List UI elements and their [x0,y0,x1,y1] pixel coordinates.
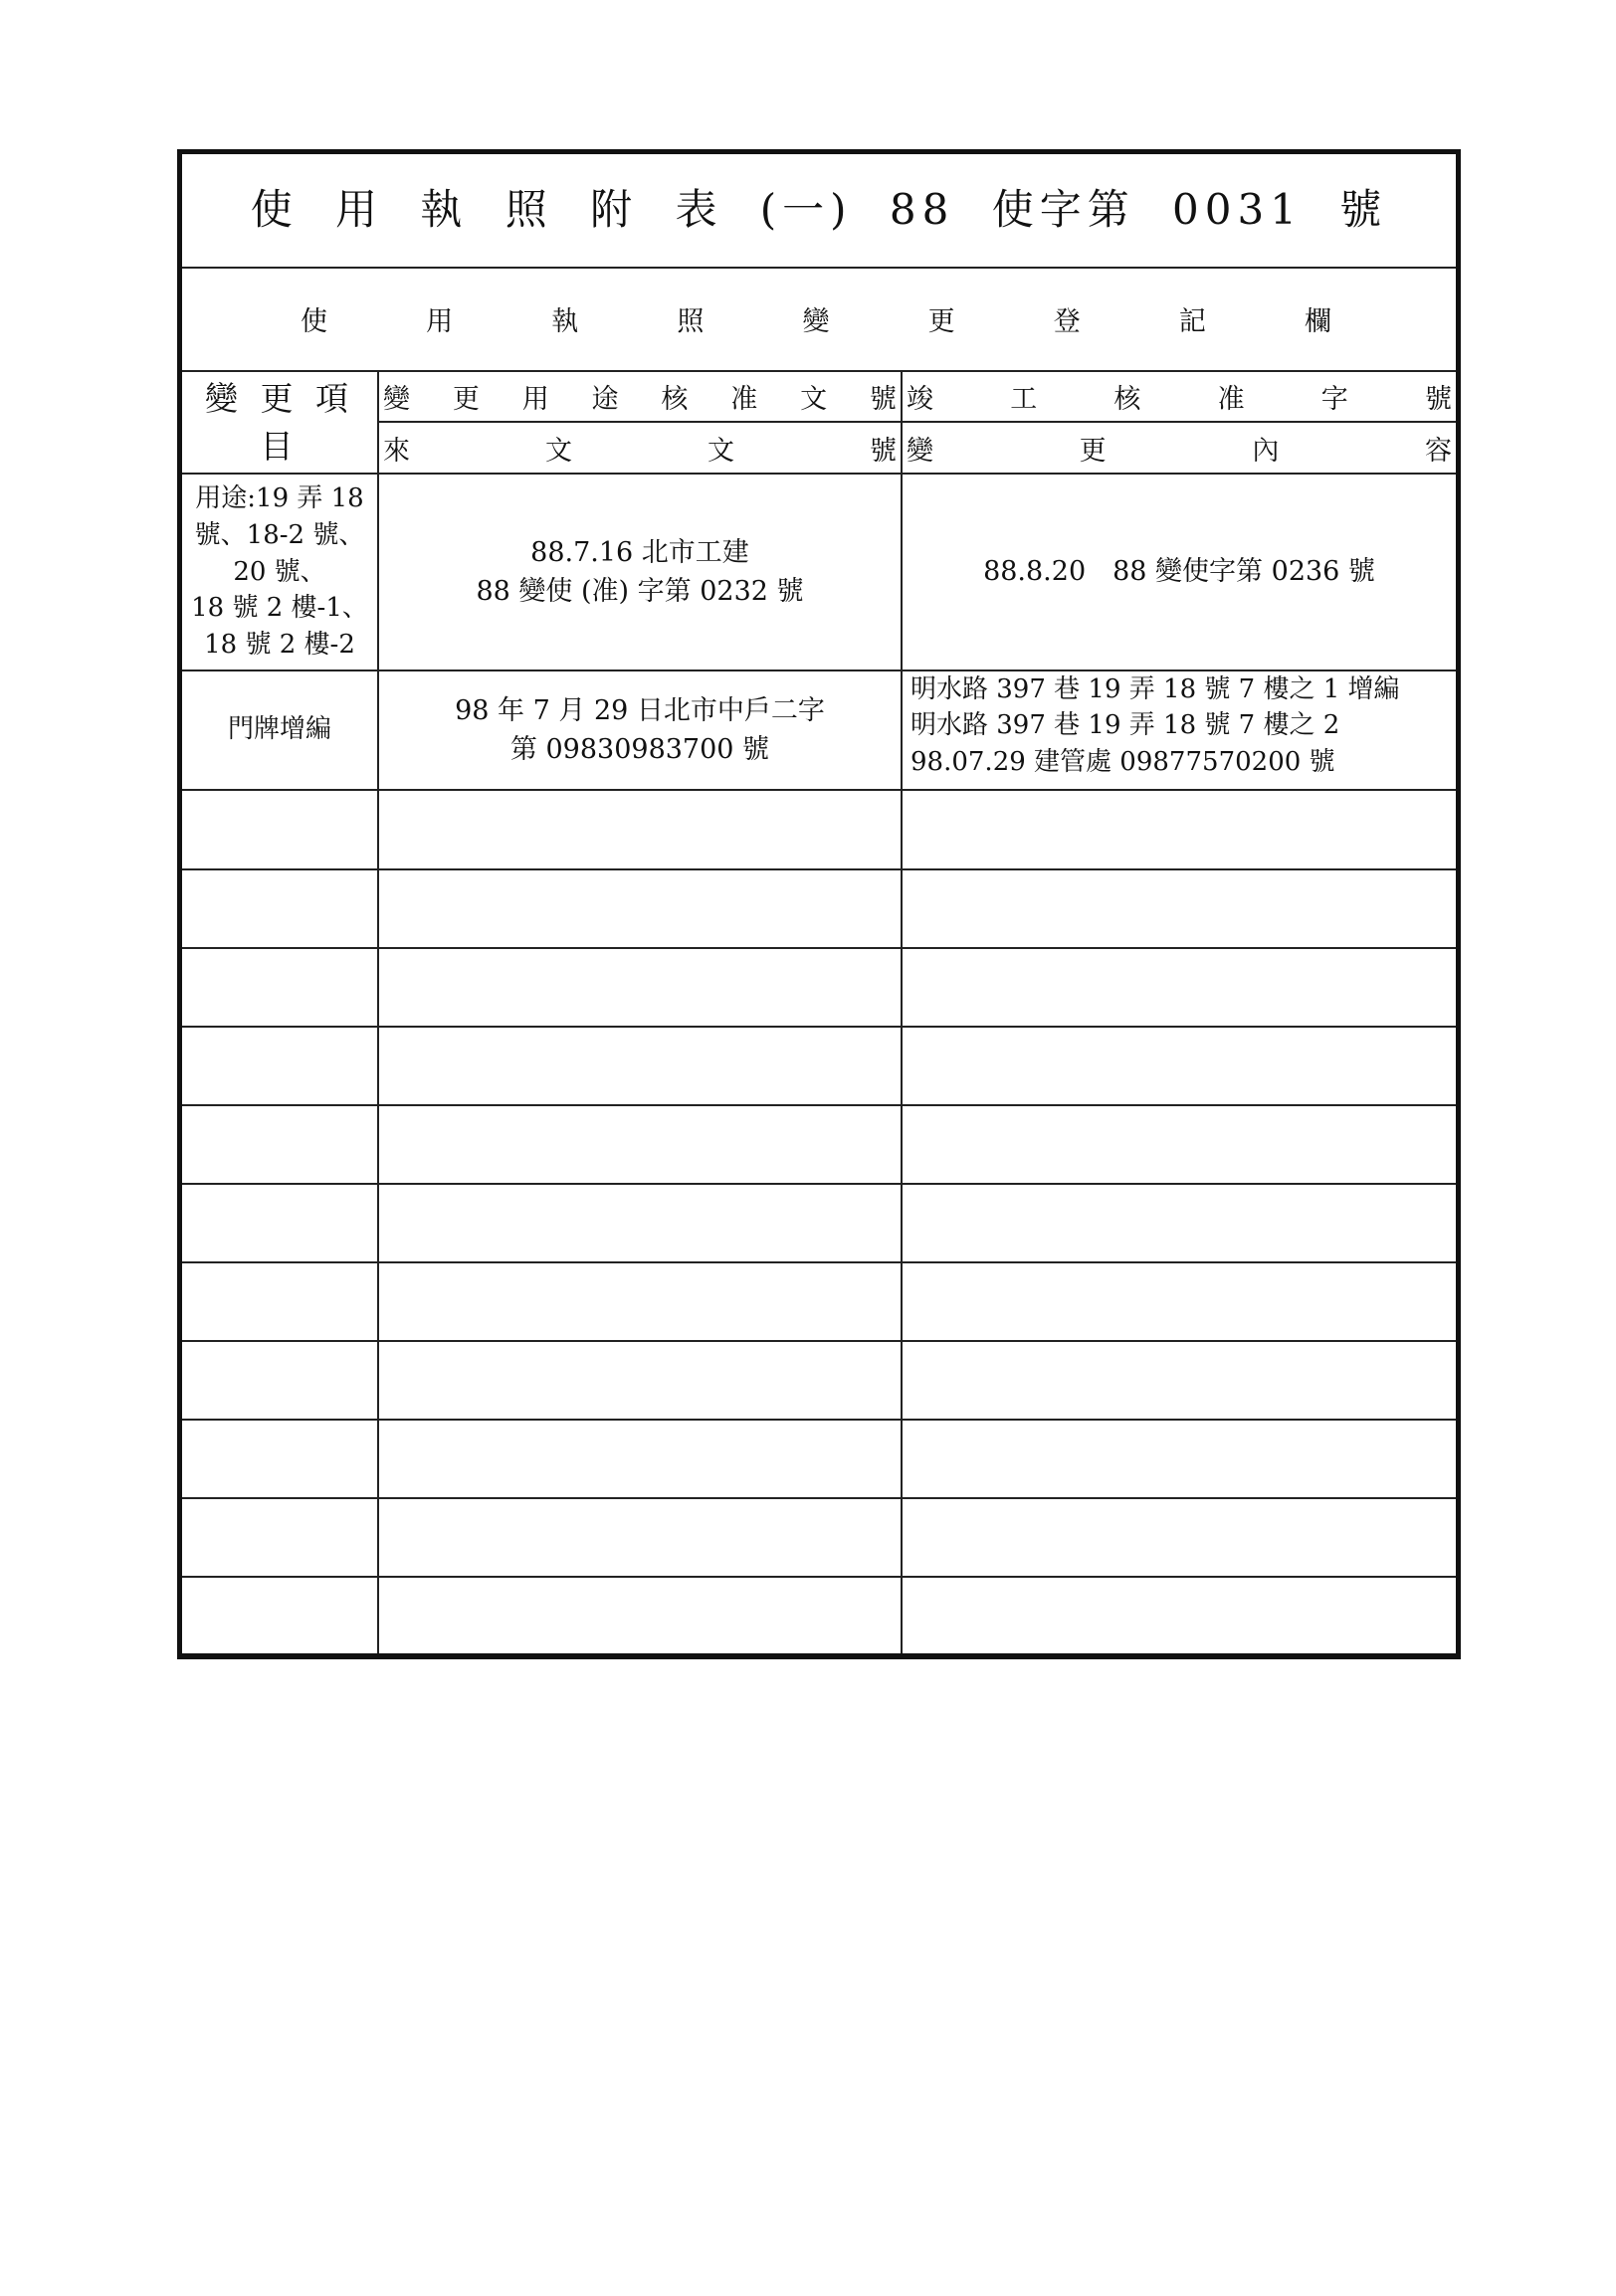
rule-empty-1 [182,868,1456,870]
row-1-approval-line-1: 88.7.16 北市工建 [530,536,749,568]
rule-empty-7 [182,1340,1456,1342]
rule-empty-3 [182,1026,1456,1028]
row-1-item-line-2: 號、18-2 號、 [194,519,365,550]
header-c2-bottom-4: 號 [870,435,897,467]
header-c3-top-3: 核 [1113,384,1141,415]
subtitle-char-3: 執 [551,305,585,337]
header-c3-top-5: 字 [1320,384,1348,415]
row-2-approval-doc [379,671,901,789]
subtitle-char-6: 更 [927,305,961,337]
header-c2-top-3: 用 [521,384,549,415]
row-2-approval-line-1: 98 年 7 月 29 日北市中戶二字 [455,694,825,726]
row-2-approval-line-2: 第 09830983700 號 [509,734,770,765]
row-1-item-line-3: 20 號、 [233,556,326,587]
header-c2-bottom-1: 來 [383,435,410,467]
row-2-change-item [182,671,377,789]
row-2-content-line-3: 98.07.29 建管處 09877570200 號 [910,746,1335,777]
row-2-content-line-1: 明水路 397 巷 19 弄 18 號 7 樓之 1 增編 [910,674,1400,704]
header-c2-bottom-2: 文 [545,435,572,467]
rule-empty-9 [182,1497,1456,1499]
subtitle-char-2: 用 [426,305,460,337]
row-1-approval-doc [379,475,901,670]
subtitle-char-9: 欄 [1305,305,1337,337]
rule-empty-4 [182,1104,1456,1106]
header-c2-bottom-3: 文 [707,435,734,467]
header-c3-bottom-1: 變 [907,435,933,467]
usage-license-change-table [177,149,1461,1659]
row-1-item-line-1: 用途:19 弄 18 [195,482,364,513]
header-c2-top-8: 號 [869,384,897,415]
subtitle-char-8: 記 [1178,305,1212,337]
row-1-change-item [182,475,377,670]
header-completion-approval-number [903,372,1456,421]
header-c2-top-7: 文 [800,384,828,415]
rule-empty-8 [182,1419,1456,1421]
row-2-change-content [903,671,1456,789]
header-c2-top-2: 更 [452,384,480,415]
rule-empty-10 [182,1576,1456,1578]
rule-empty-6 [182,1261,1456,1263]
header-change-item: 變 更 項 目 [205,378,354,466]
rule-empty-2 [182,947,1456,949]
header-c3-top-1: 竣 [907,384,933,415]
row-1-approval-line-2: 88 變使 (准) 字第 0232 號 [476,576,804,607]
row-1-item-line-4: 18 號 2 樓-1、 [191,593,368,624]
row-1-item-line-5: 18 號 2 樓-2 [204,630,355,661]
header-c3-top-4: 准 [1217,384,1245,415]
header-incoming-doc-number [379,423,901,473]
header-change-content [903,423,1456,473]
header-c3-bottom-2: 更 [1079,435,1107,467]
subtitle-char-5: 變 [802,305,836,337]
row-2-item-line-1: 門牌增編 [227,714,331,745]
header-c2-top-1: 變 [383,384,410,415]
header-approval-doc-number [379,372,901,421]
header-c2-top-4: 途 [591,384,619,415]
rule-below-row-2 [182,789,1456,791]
row-2-content-line-2: 明水路 397 巷 19 弄 18 號 7 樓之 2 [910,710,1340,741]
header-c3-bottom-4: 容 [1424,435,1452,467]
page-title: 使 用 執 照 附 表 (一) 88 使字第 0031 號 [250,185,1388,235]
subtitle-char-7: 登 [1053,305,1087,337]
subtitle-char-1: 使 [301,305,333,337]
header-c2-top-5: 核 [661,384,689,415]
row-1-completion-number [903,475,1456,670]
subtitle-char-4: 照 [677,305,710,337]
header-c2-top-6: 准 [730,384,758,415]
row-1-completion-line-1: 88.8.20 88 變使字第 0236 號 [983,556,1375,588]
rule-empty-5 [182,1183,1456,1185]
header-c3-top-2: 工 [1010,384,1038,415]
header-c3-top-6: 號 [1424,384,1452,415]
header-c3-bottom-3: 內 [1252,435,1280,467]
section-subtitle [297,267,1341,370]
